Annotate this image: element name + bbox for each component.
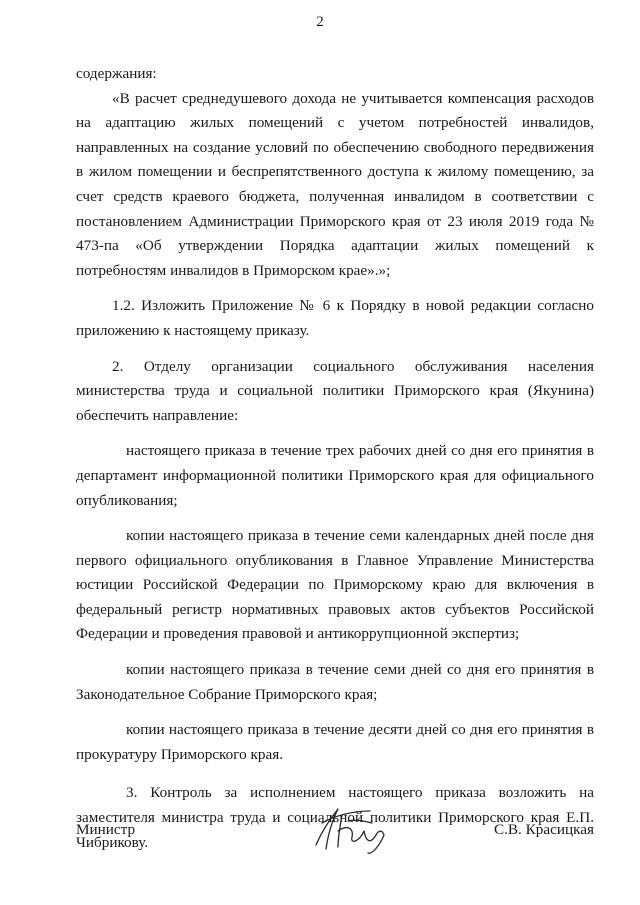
page-number: 2 xyxy=(316,14,324,30)
signatory-name: С.В. Красицкая xyxy=(494,821,594,838)
paragraph-item-1-2: 1.2. Изложить Приложение № 6 к Порядку в новой редакции согласно приложению к настоящему приказу. xyxy=(76,297,594,339)
paragraph-item-3: 3. Контроль за исполнением настоящего приказа возложить на заместителя министра труда и социальной политики Приморского края Е.П. Чибрикову. xyxy=(76,784,594,851)
paragraph-intro: содержания: xyxy=(76,65,157,82)
paragraph-quote: «В расчет среднедушевого дохода не учитывается компенсация расходов на адаптацию жилых помещений с учетом потребностей инвалидов, направленных на создание условий по обеспечению свободного передвижения в жилом помещении и беспрепятственного доступа к жилому помещению, за счет средств краевого бюджета, полученная инвалидом в соответствии с постановлением Администрации Приморского края от 23 июля 2019 года № 473-па «Об утверждении Порядка адаптации жилых помещений к потребностям инвалидов в Приморском крае».»; xyxy=(76,89,594,279)
signature-block xyxy=(76,813,594,863)
paragraph-item-2: 2. Отделу организации социального обслуживания населения министерства труда и социальной политики Приморского края (Якунина) обеспечить направление: xyxy=(76,357,594,424)
document-body xyxy=(76,62,594,855)
signatory-title: Министр xyxy=(76,821,136,838)
paragraph-subitem-4: копии настоящего приказа в течение десяти дней со дня его принятия в прокуратуру Приморского края. xyxy=(76,721,594,763)
paragraph-subitem-2: копии настоящего приказа в течение семи календарных дней после дня первого официального опубликования в Главное Управление Министерства юстиции Российской Федерации по Приморскому краю для включения в федеральный регистр нормативных правовых актов субъектов Российской Федерации и проведения правовой и антикоррупционной экспертиз; xyxy=(76,527,594,643)
handwritten-signature xyxy=(308,801,398,857)
paragraph-subitem-3: копии настоящего приказа в течение семи дней со дня его принятия в Законодательное Собрание Приморского края; xyxy=(76,661,594,703)
paragraph-subitem-1: настоящего приказа в течение трех рабочих дней со дня его принятия в департамент информационной политики Приморского края для официального опубликования; xyxy=(76,442,594,509)
